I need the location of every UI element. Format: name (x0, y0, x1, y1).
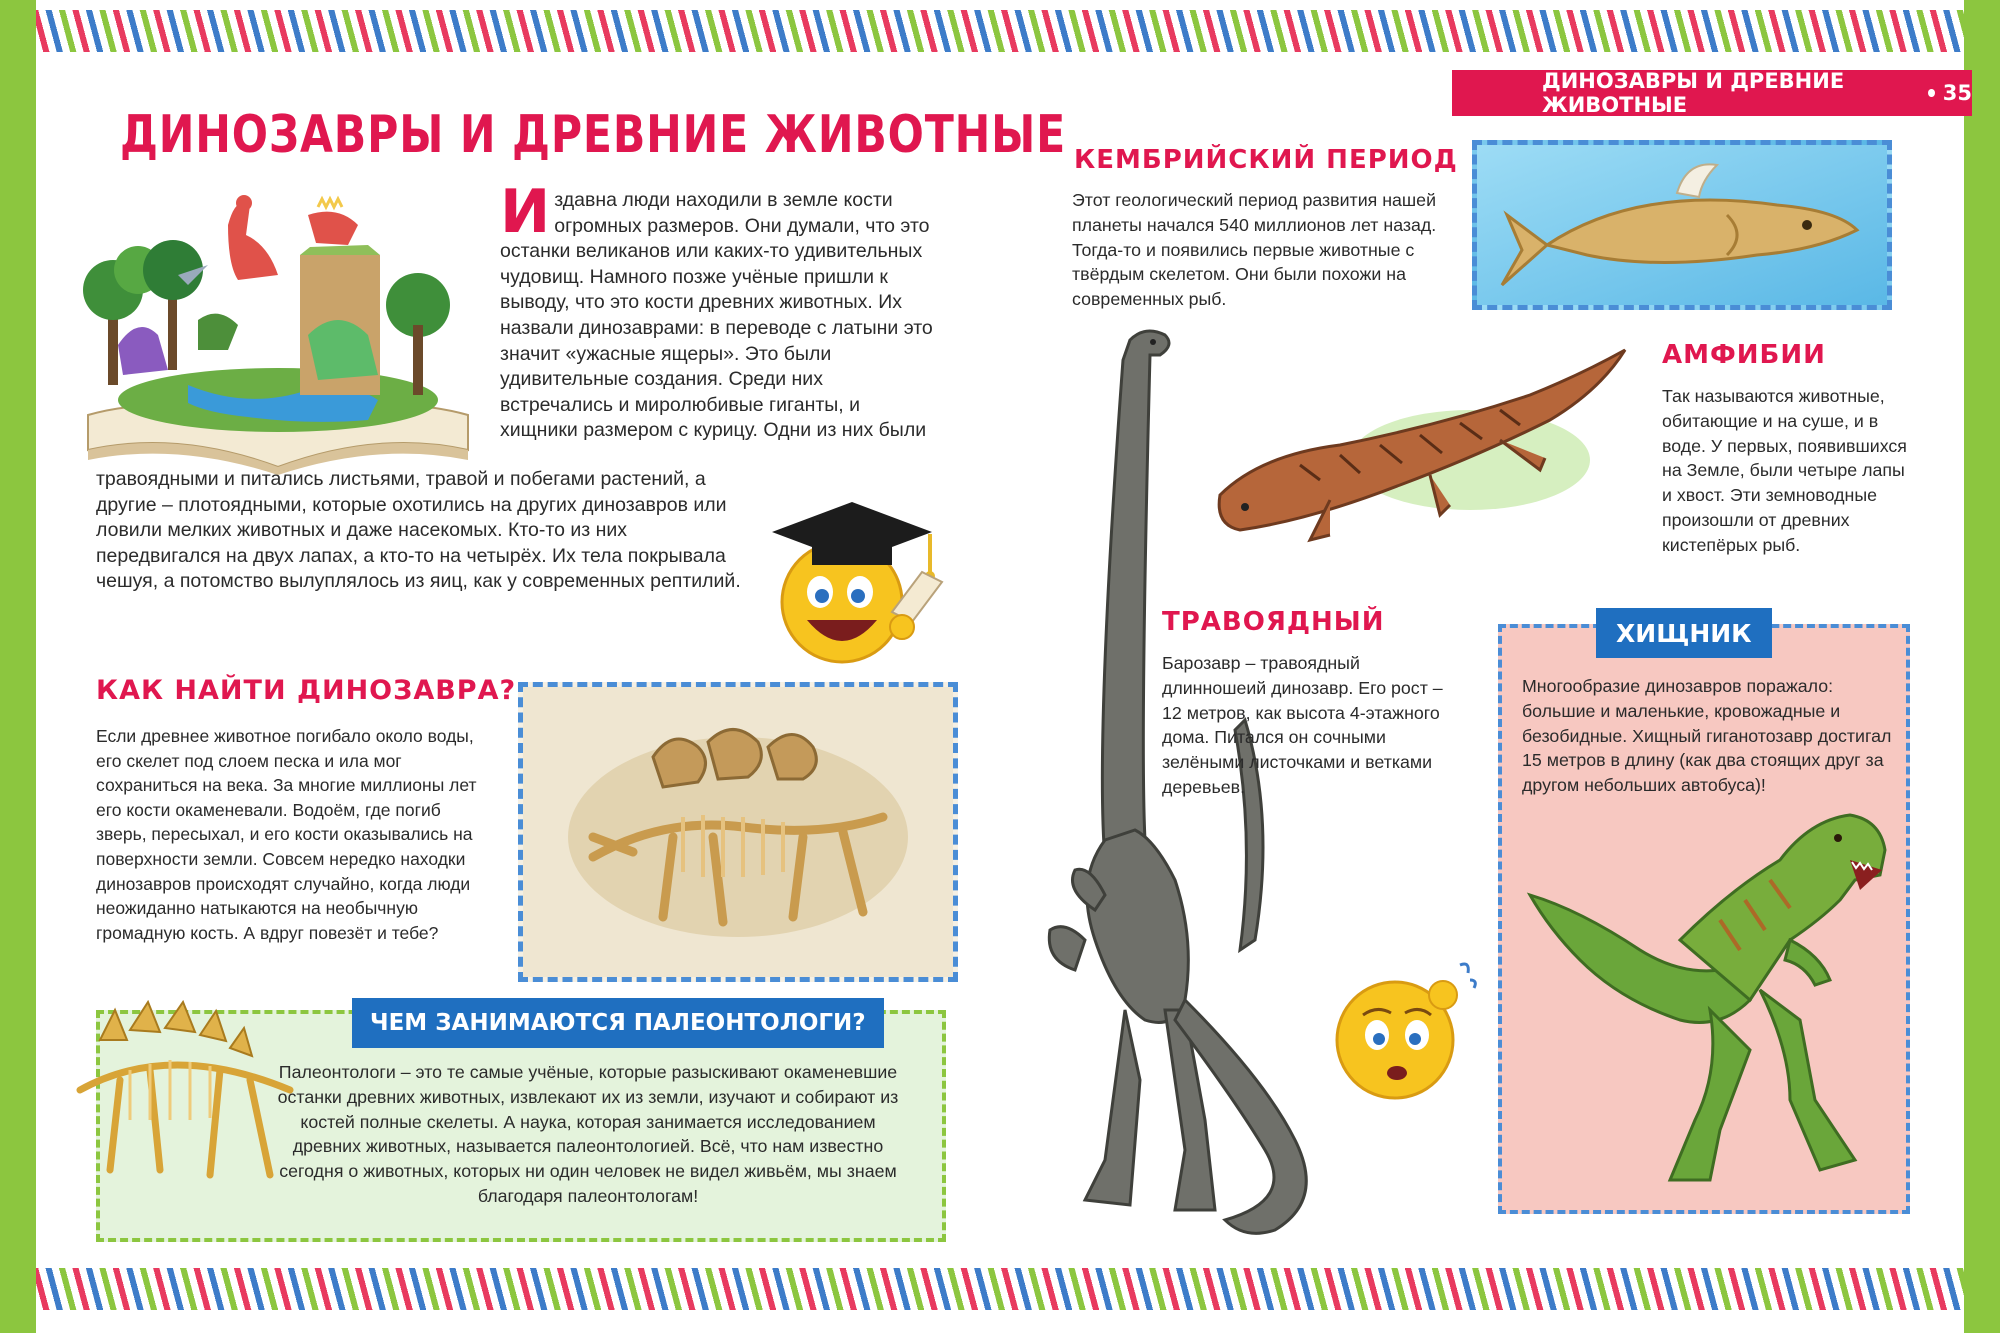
amphibians-heading: АМФИБИИ (1662, 340, 1826, 370)
fish-image-frame (1472, 140, 1892, 310)
intro-text-part-1: здавна люди находили в земле кости огромных размеров. Они думали, что это останки великанов или каких-то удивительных чудовищ. Намного позже учёные пришли к выводу, что это кости древних животных. Их назвали динозаврами: в переводе с латыни это значит «ужасные ящеры». Это были удивительные создания. Среди них встречались и миролюбивые гиганты, и хищники размером с курицу. Одни из них были (500, 189, 933, 442)
confused-smiley-icon (1325, 955, 1485, 1105)
running-header (1452, 70, 1972, 116)
top-stripe-border (36, 10, 1964, 52)
find-dinosaur-heading: КАК НАЙТИ ДИНОЗАВРА? (96, 675, 517, 706)
header-dot-icon (1928, 89, 1935, 97)
herbivore-heading: ТРАВОЯДНЫЙ (1162, 607, 1385, 637)
left-green-edge (0, 0, 36, 1333)
giganotosaurus-icon (1520, 800, 1900, 1210)
paleontologists-text: Палеонтологи – это те самые учёные, которые разыскивают окаменевшие останки древних животных, извлекают их из земли, изучают и собирают из костей полные скелеты. А наука, которая занимается исследованием древних животных, называется палеонтологией. Всё, что нам известно сегодня о животных, которых ни один человек не видел живьём, мы знаем благодаря палеонтологам! (277, 1062, 899, 1206)
fossil-skeleton-icon (523, 687, 953, 977)
cambrian-text: Этот геологический период развития нашей планеты начался 540 миллионов лет назад. Тогда-то и появились первые животные с твёрдым скелетом. Они были похожи на современных рыб. (1072, 190, 1437, 310)
graduate-smiley-icon (752, 492, 952, 682)
herbivore-text: Барозавр – травоядный длинношеий динозавр. Его рост – 12 метров, как высота 4-этажного дома. Питался он сочными зелёными листочками и ветками деревьев. (1162, 653, 1443, 797)
open-book-dinosaur-scene-icon (78, 185, 478, 475)
predator-heading: ХИЩНИК (1596, 608, 1772, 658)
fossil-image-frame (518, 682, 958, 982)
cambrian-heading: КЕМБРИЙСКИЙ ПЕРИОД (1074, 145, 1458, 175)
paleontologists-heading: ЧЕМ ЗАНИМАЮТСЯ ПАЛЕОНТОЛОГИ? (352, 998, 884, 1048)
intro-paragraph-part-1 (500, 177, 940, 444)
prehistoric-fish-icon (1477, 145, 1887, 305)
stegosaurus-skeleton-icon (70, 1000, 300, 1200)
intro-paragraph-part-2: травоядными и питались листьями, травой и побегами растений, а другие – плотоядными, которые охотились на других динозавров или ловили мелких животных и даже насекомых. Кто-то из них передвигался на двух лапах, а кто-то на четырёх. Их тела покрывала чешуя, а потомство вылуплялось из яиц, как у современных рептилий. (96, 468, 741, 593)
predator-text: Многообразие динозавров поражало: большие и маленькие, кровожадные и безобидные. Хищный гиганотозавр достигал 15 метров в длину (как два стоящих друг за другом небольших автобуса)! (1522, 676, 1892, 796)
right-green-edge (1964, 0, 2000, 1333)
amphibians-text: Так называются животные, обитающие и на суше, и в воде. У первых, появившихся на Земле, были четыре лапы и хвост. Эти земноводные произошли от древних кистепёрых рыб. (1662, 386, 1907, 555)
find-dinosaur-text: Если древнее животное погибало около воды, его скелет под слоем песка и ила мог сохраниться на века. За многие миллионы лет его кости окаменевали. Водоём, где погиб зверь, пересыхал, и его кости оказывались на поверхности земли. Совсем нередко находки динозавров происходят случайно, когда люди неожиданно натыкаются на необычную громадную кость. А вдруг повезёт и тебе? (96, 726, 477, 943)
bottom-stripe-border (36, 1268, 1964, 1310)
page-title: ДИНОЗАВРЫ И ДРЕВНИЕ ЖИВОТНЫЕ (120, 105, 1067, 165)
running-header-title: ДИНОЗАВРЫ И ДРЕВНИЕ ЖИВОТНЫЕ (1542, 69, 1845, 117)
page-number: 35 (1942, 81, 1972, 105)
drop-cap: И (500, 177, 551, 247)
